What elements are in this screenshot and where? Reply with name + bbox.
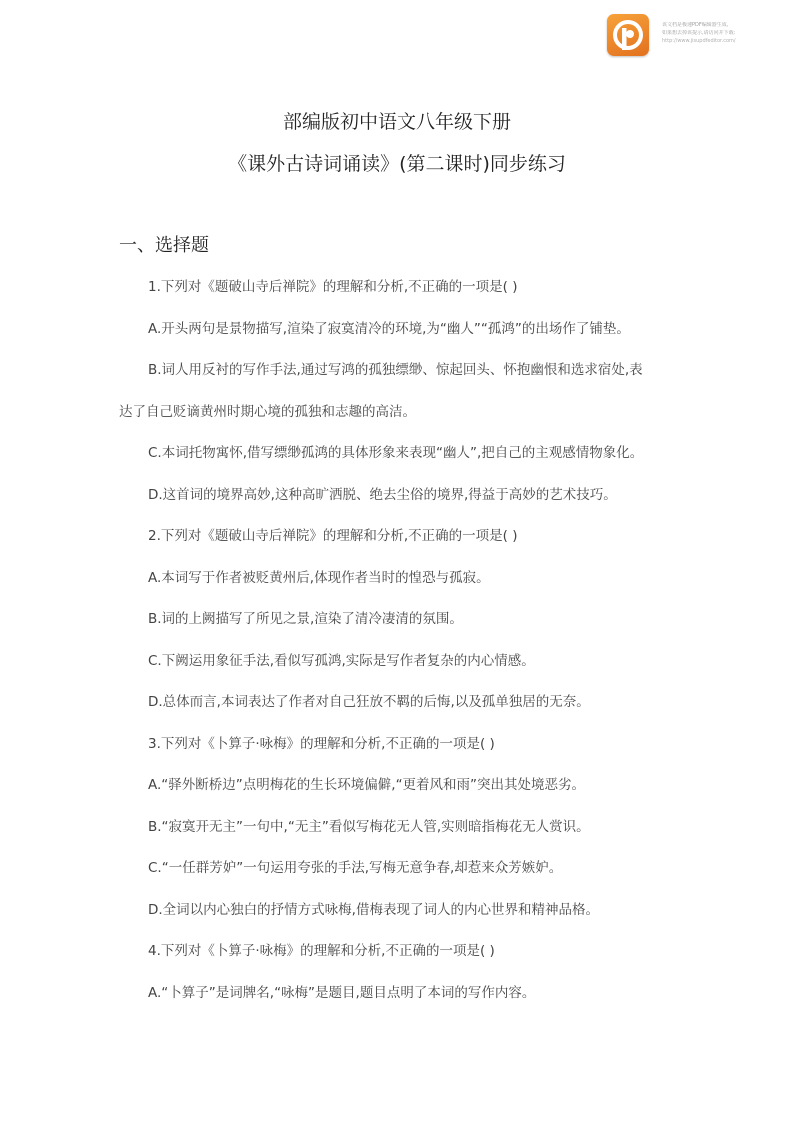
document-subtitle: 《课外古诗词诵读》(第二课时)同步练习 (228, 153, 566, 175)
watermark-line-1: 该文档是极速PDF编辑器生成, (662, 22, 729, 28)
option-line: D.全词以内心独白的抒情方式咏梅,借梅表现了词人的内心世界和精神品格。 (148, 902, 599, 918)
question-stem: 4.下列对《卜算子·咏梅》的理解和分析,不正确的一项是( ) (148, 943, 495, 959)
question-stem: 1.下列对《题破山寺后禅院》的理解和分析,不正确的一项是( ) (148, 279, 518, 295)
option-line: D.这首词的境界高妙,这种高旷洒脱、绝去尘俗的境界,得益于高妙的艺术技巧。 (148, 487, 617, 503)
option-line: A.本词写于作者被贬黄州后,体现作者当时的惶恐与孤寂。 (148, 570, 490, 586)
option-line: B.“寂寞开无主”一句中,“无主”看似写梅花无人管,实则暗指梅花无人赏识。 (148, 819, 590, 835)
question-stem: 2.下列对《题破山寺后禅院》的理解和分析,不正确的一项是( ) (148, 528, 518, 544)
option-line: D.总体而言,本词表达了作者对自己狂放不羁的后悔,以及孤单独居的无奈。 (148, 694, 590, 710)
option-line: C.下阙运用象征手法,看似写孤鸿,实际是写作者复杂的内心情感。 (148, 653, 535, 669)
option-line: A.“卜算子”是词牌名,“咏梅”是题目,题目点明了本词的写作内容。 (148, 985, 536, 1001)
option-line-continuation: 达了自己贬谪黄州时期心境的孤独和志趣的高洁。 (119, 404, 416, 420)
section-heading: 一、选择题 (119, 235, 209, 256)
watermark-line-2: 如果想去掉该提示,请访问并下载: (662, 30, 736, 36)
document-title: 部编版初中语文八年级下册 (282, 111, 511, 133)
option-line: A.开头两句是景物描写,渲染了寂寞清冷的环境,为“幽人”“孤鸿”的出场作了铺垫。 (148, 321, 630, 337)
option-line: C.本词托物寓怀,借写缥缈孤鸿的具体形象来表现“幽人”,把自己的主观感情物象化。 (148, 445, 644, 461)
option-line: B.词人用反衬的写作手法,通过写鸿的孤独缥缈、惊起回头、怀抱幽恨和选求宿处,表 (148, 362, 643, 378)
question-stem: 3.下列对《卜算子·咏梅》的理解和分析,不正确的一项是( ) (148, 736, 495, 752)
watermark-url[interactable]: http://www.jisupdfeditor.com/ (662, 38, 736, 44)
option-line: C.“一任群芳妒”一句运用夸张的手法,写梅无意争春,却惹来众芳嫉妒。 (148, 860, 563, 876)
option-line: B.词的上阙描写了所见之景,渲染了清冷凄清的氛围。 (148, 611, 463, 627)
pdf-p-logo-icon (607, 14, 649, 56)
option-line: A.“驿外断桥边”点明梅花的生长环境偏僻,“更着风和雨”突出其处境恶劣。 (148, 777, 586, 793)
